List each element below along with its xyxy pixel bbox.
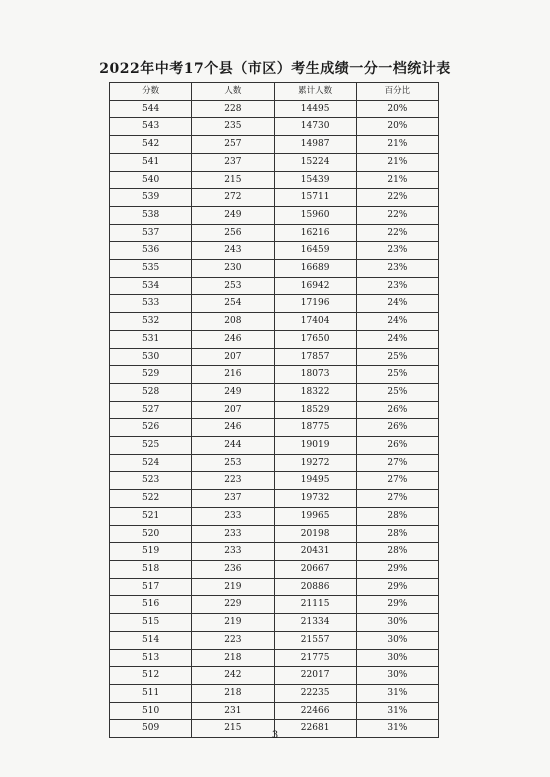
score-cell: 534 xyxy=(110,277,192,295)
score-cell: 512 xyxy=(110,667,192,685)
count-cell: 257 xyxy=(192,136,274,154)
percent-cell: 21% xyxy=(356,171,438,189)
percent-cell: 20% xyxy=(356,118,438,136)
table-row xyxy=(110,330,439,348)
table-row xyxy=(110,171,439,189)
cumulative-cell: 21557 xyxy=(274,631,356,649)
column-header-cumulative: 累计人数 xyxy=(274,83,356,101)
score-cell: 510 xyxy=(110,702,192,720)
score-cell: 536 xyxy=(110,242,192,260)
table-row xyxy=(110,206,439,224)
percent-cell: 23% xyxy=(356,260,438,278)
percent-cell: 29% xyxy=(356,596,438,614)
cumulative-cell: 16459 xyxy=(274,242,356,260)
score-cell: 532 xyxy=(110,313,192,331)
count-cell: 218 xyxy=(192,649,274,667)
score-cell: 519 xyxy=(110,543,192,561)
percent-cell: 31% xyxy=(356,702,438,720)
cumulative-cell: 19732 xyxy=(274,490,356,508)
score-cell: 530 xyxy=(110,348,192,366)
percent-cell: 24% xyxy=(356,313,438,331)
cumulative-cell: 19965 xyxy=(274,507,356,525)
percent-cell: 31% xyxy=(356,720,438,738)
count-cell: 219 xyxy=(192,578,274,596)
percent-cell: 28% xyxy=(356,507,438,525)
cumulative-cell: 22235 xyxy=(274,684,356,702)
count-cell: 254 xyxy=(192,295,274,313)
cumulative-cell: 18073 xyxy=(274,366,356,384)
table-row xyxy=(110,596,439,614)
score-cell: 516 xyxy=(110,596,192,614)
count-cell: 215 xyxy=(192,720,274,738)
score-cell: 514 xyxy=(110,631,192,649)
percent-cell: 22% xyxy=(356,224,438,242)
table-row xyxy=(110,189,439,207)
count-cell: 230 xyxy=(192,260,274,278)
count-cell: 249 xyxy=(192,383,274,401)
cumulative-cell: 16216 xyxy=(274,224,356,242)
cumulative-cell: 14730 xyxy=(274,118,356,136)
table-row xyxy=(110,684,439,702)
cumulative-cell: 18322 xyxy=(274,383,356,401)
count-cell: 243 xyxy=(192,242,274,260)
percent-cell: 31% xyxy=(356,684,438,702)
count-cell: 242 xyxy=(192,667,274,685)
count-cell: 233 xyxy=(192,543,274,561)
table-row xyxy=(110,118,439,136)
cumulative-cell: 15960 xyxy=(274,206,356,224)
table-row xyxy=(110,560,439,578)
count-cell: 253 xyxy=(192,277,274,295)
count-cell: 233 xyxy=(192,525,274,543)
percent-cell: 30% xyxy=(356,649,438,667)
score-cell: 517 xyxy=(110,578,192,596)
percent-cell: 25% xyxy=(356,366,438,384)
count-cell: 253 xyxy=(192,454,274,472)
count-cell: 231 xyxy=(192,702,274,720)
table-row xyxy=(110,472,439,490)
percent-cell: 28% xyxy=(356,543,438,561)
table-row xyxy=(110,525,439,543)
cumulative-cell: 18529 xyxy=(274,401,356,419)
score-cell: 520 xyxy=(110,525,192,543)
score-cell: 513 xyxy=(110,649,192,667)
table-row xyxy=(110,295,439,313)
percent-cell: 24% xyxy=(356,295,438,313)
score-distribution-table xyxy=(109,82,439,738)
percent-cell: 28% xyxy=(356,525,438,543)
count-cell: 235 xyxy=(192,118,274,136)
percent-cell: 26% xyxy=(356,437,438,455)
table-row xyxy=(110,649,439,667)
score-cell: 522 xyxy=(110,490,192,508)
table-row xyxy=(110,454,439,472)
score-cell: 531 xyxy=(110,330,192,348)
table-row xyxy=(110,614,439,632)
score-cell: 544 xyxy=(110,100,192,118)
score-cell: 511 xyxy=(110,684,192,702)
score-cell: 526 xyxy=(110,419,192,437)
cumulative-cell: 19272 xyxy=(274,454,356,472)
cumulative-cell: 21775 xyxy=(274,649,356,667)
percent-cell: 23% xyxy=(356,242,438,260)
cumulative-cell: 17404 xyxy=(274,313,356,331)
table-body xyxy=(110,100,439,737)
score-cell: 535 xyxy=(110,260,192,278)
count-cell: 236 xyxy=(192,560,274,578)
count-cell: 207 xyxy=(192,348,274,366)
percent-cell: 25% xyxy=(356,383,438,401)
percent-cell: 25% xyxy=(356,348,438,366)
percent-cell: 30% xyxy=(356,667,438,685)
count-cell: 233 xyxy=(192,507,274,525)
cumulative-cell: 18775 xyxy=(274,419,356,437)
score-cell: 515 xyxy=(110,614,192,632)
percent-cell: 27% xyxy=(356,490,438,508)
cumulative-cell: 15224 xyxy=(274,153,356,171)
column-header-percent: 百分比 xyxy=(356,83,438,101)
cumulative-cell: 20667 xyxy=(274,560,356,578)
table-row xyxy=(110,543,439,561)
count-cell: 246 xyxy=(192,419,274,437)
score-cell: 542 xyxy=(110,136,192,154)
score-cell: 539 xyxy=(110,189,192,207)
table-row xyxy=(110,100,439,118)
table-row xyxy=(110,667,439,685)
cumulative-cell: 17650 xyxy=(274,330,356,348)
percent-cell: 26% xyxy=(356,401,438,419)
percent-cell: 27% xyxy=(356,454,438,472)
table-row xyxy=(110,507,439,525)
cumulative-cell: 19019 xyxy=(274,437,356,455)
cumulative-cell: 22681 xyxy=(274,720,356,738)
score-cell: 521 xyxy=(110,507,192,525)
score-cell: 538 xyxy=(110,206,192,224)
cumulative-cell: 17196 xyxy=(274,295,356,313)
score-cell: 525 xyxy=(110,437,192,455)
table-row xyxy=(110,313,439,331)
table-row xyxy=(110,277,439,295)
table-row xyxy=(110,401,439,419)
count-cell: 229 xyxy=(192,596,274,614)
cumulative-cell: 15711 xyxy=(274,189,356,207)
count-cell: 218 xyxy=(192,684,274,702)
table-row xyxy=(110,366,439,384)
cumulative-cell: 16942 xyxy=(274,277,356,295)
percent-cell: 29% xyxy=(356,560,438,578)
cumulative-cell: 22017 xyxy=(274,667,356,685)
table-row xyxy=(110,348,439,366)
score-cell: 518 xyxy=(110,560,192,578)
cumulative-cell: 19495 xyxy=(274,472,356,490)
table-row xyxy=(110,260,439,278)
count-cell: 223 xyxy=(192,472,274,490)
cumulative-cell: 21334 xyxy=(274,614,356,632)
count-cell: 207 xyxy=(192,401,274,419)
score-cell: 533 xyxy=(110,295,192,313)
score-cell: 543 xyxy=(110,118,192,136)
count-cell: 219 xyxy=(192,614,274,632)
column-header-count: 人数 xyxy=(192,83,274,101)
table-row xyxy=(110,631,439,649)
percent-cell: 24% xyxy=(356,330,438,348)
count-cell: 272 xyxy=(192,189,274,207)
score-cell: 540 xyxy=(110,171,192,189)
cumulative-cell: 17857 xyxy=(274,348,356,366)
table-row xyxy=(110,136,439,154)
page-number: 3 xyxy=(271,730,279,741)
percent-cell: 30% xyxy=(356,614,438,632)
column-header-score: 分数 xyxy=(110,83,192,101)
table-row xyxy=(110,437,439,455)
score-cell: 524 xyxy=(110,454,192,472)
percent-cell: 20% xyxy=(356,100,438,118)
cumulative-cell: 20431 xyxy=(274,543,356,561)
percent-cell: 23% xyxy=(356,277,438,295)
score-cell: 527 xyxy=(110,401,192,419)
table-row xyxy=(110,224,439,242)
count-cell: 256 xyxy=(192,224,274,242)
score-cell: 529 xyxy=(110,366,192,384)
count-cell: 246 xyxy=(192,330,274,348)
percent-cell: 22% xyxy=(356,206,438,224)
count-cell: 215 xyxy=(192,171,274,189)
count-cell: 228 xyxy=(192,100,274,118)
table-header-row xyxy=(110,83,439,101)
percent-cell: 21% xyxy=(356,136,438,154)
count-cell: 237 xyxy=(192,490,274,508)
table-row xyxy=(110,383,439,401)
percent-cell: 29% xyxy=(356,578,438,596)
cumulative-cell: 20886 xyxy=(274,578,356,596)
table-row xyxy=(110,242,439,260)
table-row xyxy=(110,153,439,171)
percent-cell: 22% xyxy=(356,189,438,207)
cumulative-cell: 21115 xyxy=(274,596,356,614)
cumulative-cell: 16689 xyxy=(274,260,356,278)
count-cell: 216 xyxy=(192,366,274,384)
score-cell: 509 xyxy=(110,720,192,738)
count-cell: 249 xyxy=(192,206,274,224)
percent-cell: 27% xyxy=(356,472,438,490)
score-cell: 523 xyxy=(110,472,192,490)
cumulative-cell: 22466 xyxy=(274,702,356,720)
count-cell: 208 xyxy=(192,313,274,331)
cumulative-cell: 15439 xyxy=(274,171,356,189)
count-cell: 244 xyxy=(192,437,274,455)
count-cell: 223 xyxy=(192,631,274,649)
count-cell: 237 xyxy=(192,153,274,171)
percent-cell: 21% xyxy=(356,153,438,171)
cumulative-cell: 20198 xyxy=(274,525,356,543)
percent-cell: 30% xyxy=(356,631,438,649)
score-cell: 537 xyxy=(110,224,192,242)
table-row xyxy=(110,702,439,720)
table-row xyxy=(110,490,439,508)
score-cell: 541 xyxy=(110,153,192,171)
cumulative-cell: 14987 xyxy=(274,136,356,154)
table-row xyxy=(110,578,439,596)
score-cell: 528 xyxy=(110,383,192,401)
percent-cell: 26% xyxy=(356,419,438,437)
cumulative-cell: 14495 xyxy=(274,100,356,118)
table-row xyxy=(110,419,439,437)
page-title: 2022年中考17个县（市区）考生成绩一分一档统计表 xyxy=(99,61,451,77)
